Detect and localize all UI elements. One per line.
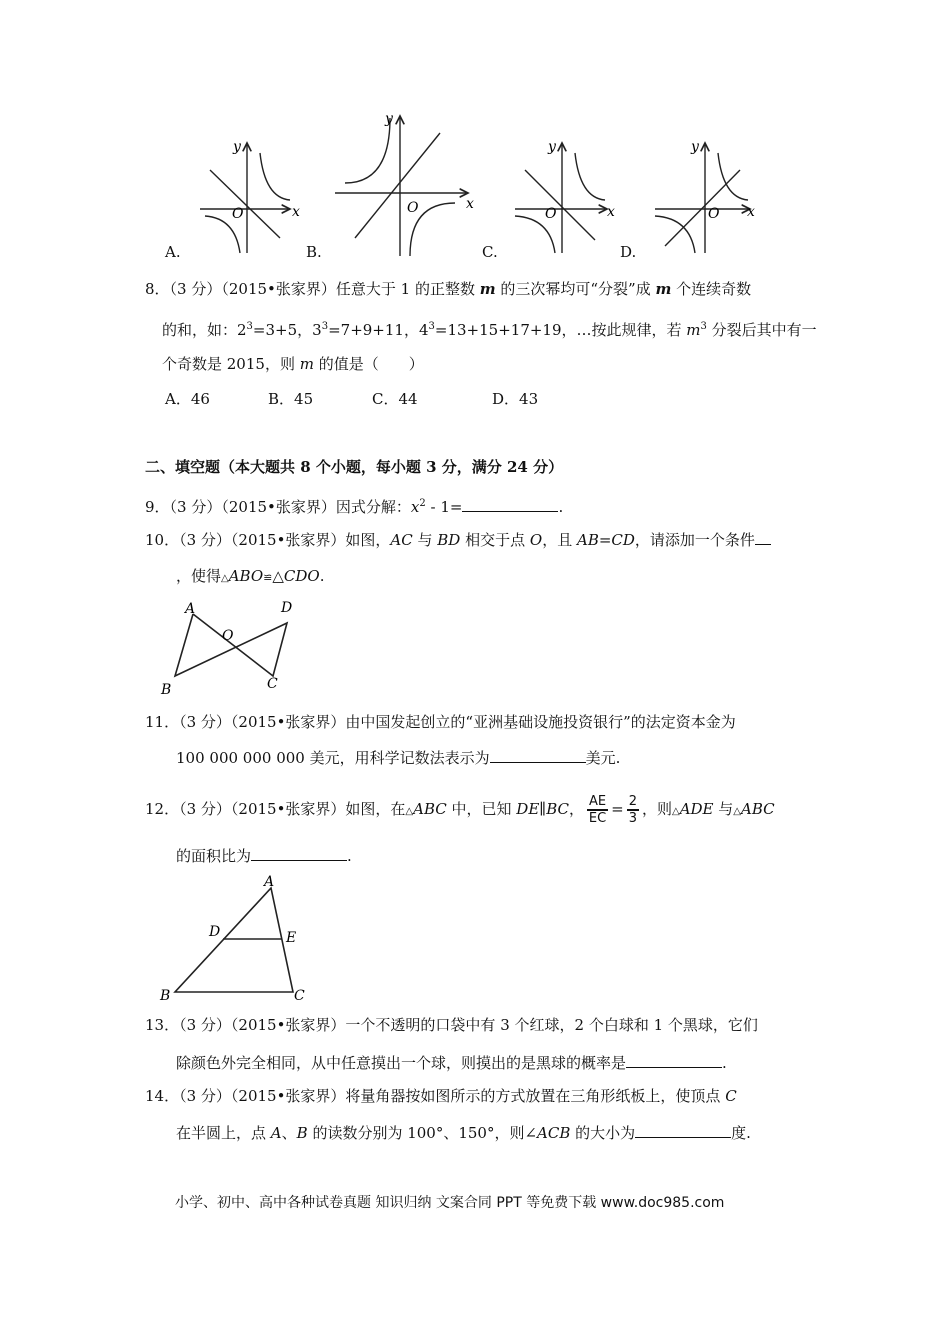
- q12-line2: 的面积比为 .: [176, 847, 352, 865]
- q10-answer-blank: [755, 530, 771, 545]
- q11-line1: 11．（3 分）（2015•张家界）由中国发起创立的“亚洲基础设施投资银行”的法定资本金为: [145, 713, 736, 731]
- q12-answer-blank: [251, 846, 347, 861]
- q10-label-a: A: [185, 601, 196, 617]
- q13-line2: 除颜色外完全相同，从中任意摸出一个球，则摸出的是黑球的概率是 .: [176, 1054, 727, 1072]
- graph-d-option: D.: [620, 243, 637, 261]
- q8-option-c: C．44: [372, 390, 418, 408]
- graph-a-x-label: x: [292, 204, 300, 220]
- graph-c-origin: O: [545, 206, 557, 222]
- q12-label-b: B: [160, 988, 171, 1004]
- q12-fraction-value: $\frac{2}{3}$: [628, 794, 637, 826]
- q10-label-d: D: [281, 600, 293, 616]
- page-footer: 小学、初中、高中各种试卷真题 知识归纳 文案合同 PPT 等免费下载 www.doc985.com: [175, 1195, 725, 1211]
- q14-line1: 14．（3 分）（2015•张家界）将量角器按如图所示的方式放置在三角形纸板上，使顶点 C: [145, 1087, 737, 1105]
- q11-answer-blank: [490, 748, 586, 763]
- graph-a-y-label: y: [233, 139, 241, 155]
- graph-b-x-label: x: [466, 196, 474, 212]
- q14-line2: 在半圆上，点 A、B 的读数分别为 100°、150°，则∠ACB 的大小为 度.: [176, 1124, 751, 1142]
- graph-c: [515, 143, 607, 253]
- q12-line1: 12．（3 分）（2015•张家界）如图，在△ABC 中，已知 DE∥BC， $\frac{AE}{EC}$ = $\frac{2}{3}$ ，则△ADE 与△ABC: [145, 794, 775, 826]
- graph-a: [200, 143, 290, 253]
- graph-c-y-label: y: [548, 139, 556, 155]
- q8-option-a: A．46: [165, 390, 210, 408]
- graph-d: [655, 143, 750, 253]
- q12-label-e: E: [286, 930, 297, 946]
- q9-answer-blank: [462, 497, 558, 512]
- q7-graphs-svg: [150, 108, 770, 268]
- q12-label-a: A: [264, 874, 275, 890]
- q8-line3: 个奇数是 2015，则 m 的值是（ ）: [162, 355, 424, 373]
- q10-label-c: C: [267, 676, 278, 692]
- graph-b-option: B.: [306, 243, 322, 261]
- q11-line2: 100 000 000 000 美元，用科学记数法表示为 美元.: [176, 749, 621, 767]
- q12-fraction-ae-ec: $\frac{AE}{EC}$: [588, 794, 607, 826]
- q10-line1: 10．（3 分）（2015•张家界）如图，AC 与 BD 相交于点 O，且 AB=CD，请添加一个条件: [145, 530, 771, 550]
- graph-a-option: A.: [165, 243, 181, 261]
- q10-label-b: B: [161, 682, 172, 696]
- q10-label-o: O: [222, 628, 234, 644]
- graph-c-x-label: x: [607, 204, 615, 220]
- section-heading: 二、填空题（本大题共 8 个小题，每小题 3 分，满分 24 分）: [145, 458, 564, 476]
- q9: 9．（3 分）（2015•张家界）因式分解：$x^2 - 1=$ .: [145, 498, 564, 516]
- q8-option-d: D．43: [492, 390, 539, 408]
- q13-line1: 13．（3 分）（2015•张家界）一个不透明的口袋中有 3 个红球，2 个白球和 1 个黑球，它们: [145, 1016, 758, 1034]
- q13-answer-blank: [626, 1053, 722, 1068]
- q8-line2: 的和，如：$2^3=3+5$，$3^3=7+9+11$，$4^3=13+15+17+19$，…按此规律，若 $m^3$ 分裂后其中有一: [162, 321, 817, 339]
- q10-figure: [155, 596, 295, 696]
- graph-d-x-label: x: [747, 204, 755, 220]
- q12-figure: [155, 870, 315, 1005]
- graph-b-y-label: y: [385, 111, 393, 127]
- graph-c-option: C.: [482, 243, 498, 261]
- graph-a-origin: O: [232, 206, 244, 222]
- q12-label-c: C: [294, 988, 305, 1004]
- graph-d-origin: O: [708, 206, 720, 222]
- graph-d-y-label: y: [691, 139, 699, 155]
- q14-answer-blank: [635, 1123, 731, 1138]
- graph-b: [335, 116, 468, 256]
- q7-graphs: [150, 108, 770, 268]
- q10-line2: ，使得△ABO≌△CDO.: [176, 567, 325, 585]
- q8-option-b: B．45: [268, 390, 314, 408]
- q12-label-d: D: [209, 924, 221, 940]
- graph-b-origin: O: [407, 200, 419, 216]
- q8-line1: 8．（3 分）（2015•张家界）任意大于 1 的正整数 m 的三次幂均可“分裂”成 m 个连续奇数: [145, 280, 752, 298]
